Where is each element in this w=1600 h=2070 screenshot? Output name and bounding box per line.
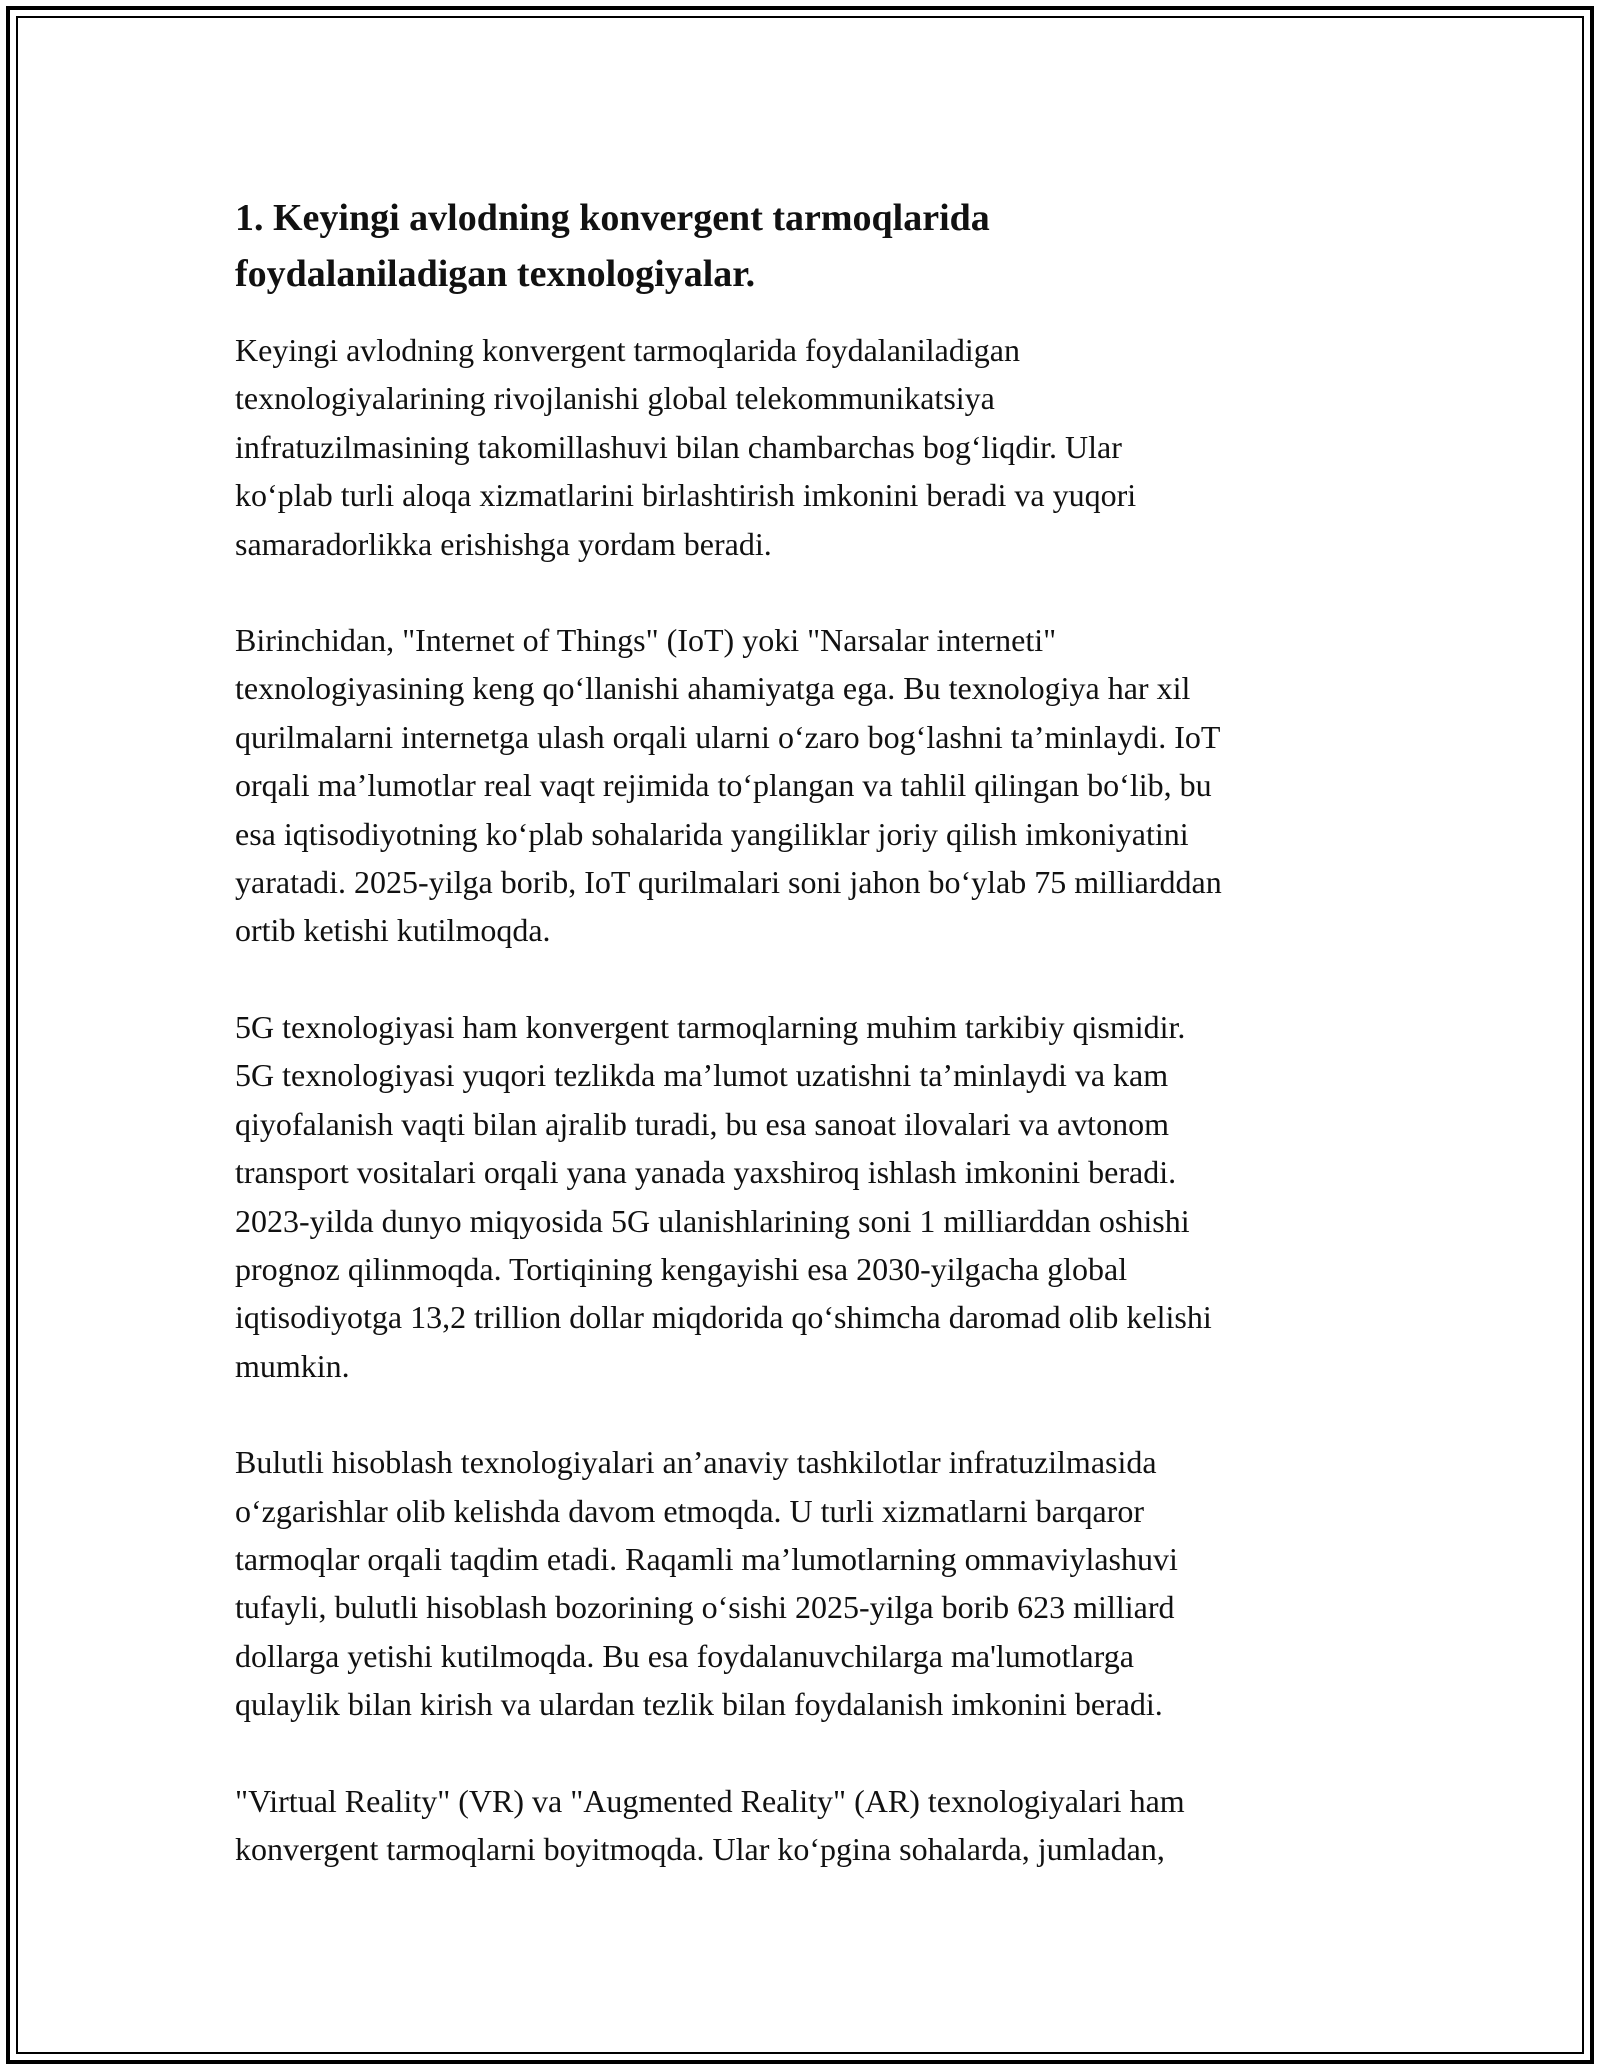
text-line: Keyingi avlodning konvergent tarmoqlarida foydalaniladigan xyxy=(235,332,1020,368)
text-line: orqali maʼlumotlar real vaqt rejimida toʻplangan va tahlil qilingan boʻlib, bu xyxy=(235,767,1212,804)
text-line: mumkin. xyxy=(235,1347,350,1384)
text-line: 5G texnologiyasi yuqori tezlikda maʼlumot uzatishni taʼminlaydi va kam xyxy=(235,1057,1169,1094)
section-heading xyxy=(235,190,1135,302)
text-line: koʻplab turli aloqa xizmatlarini birlashtirish imkonini beradi va yuqori xyxy=(235,477,1137,514)
text-line: infratuzilmasining takomillashuvi bilan chambarchas bogʻliqdir. Ular xyxy=(235,428,1122,465)
text-line: 2023-yilda dunyo miqyosida 5G ulanishlarining soni 1 milliarddan oshishi xyxy=(235,1202,1190,1239)
text-line: transport vositalari orqali yana yanada yaxshiroq ishlash imkonini beradi. xyxy=(235,1154,1177,1191)
text-line: esa iqtisodiyotning koʻplab sohalarida yangiliklar joriy qilish imkoniyatini xyxy=(235,815,1189,852)
text-line: tarmoqlar orqali taqdim etadi. Raqamli maʼlumotlarning ommaviylashuvi xyxy=(235,1540,1178,1577)
paragraph-intro xyxy=(235,326,1385,568)
text-line: qulaylik bilan kirish va ulardan tezlik bilan foydalanish imkonini beradi. xyxy=(235,1686,1163,1723)
paragraph-5g xyxy=(235,1003,1385,1390)
text-line: qiyofalanish vaqti bilan ajralib turadi, bu esa sanoat ilovalari va avtonom xyxy=(235,1105,1169,1142)
paragraph-cloud xyxy=(235,1438,1385,1728)
text-line: dollarga yetishi kutilmoqda. Bu esa foydalanuvchilarga ma'lumotlarga xyxy=(235,1637,1134,1674)
heading-line: 1. Keyingi avlodning konvergent tarmoqlarida xyxy=(235,197,990,239)
paragraph-vr-ar xyxy=(235,1777,1385,1874)
text-line: oʻzgarishlar olib kelishda davom etmoqda. U turli xizmatlarni barqaror xyxy=(235,1492,1145,1529)
text-line: prognoz qilinmoqda. Tortiqining kengayishi esa 2030-yilgacha global xyxy=(235,1250,1128,1287)
text-line: yaratadi. 2025-yilga borib, IoT qurilmalari soni jahon boʻylab 75 milliarddan xyxy=(235,864,1222,901)
text-line: 5G texnologiyasi ham konvergent tarmoqlarning muhim tarkibiy qismidir. xyxy=(235,1008,1186,1045)
text-line: konvergent tarmoqlarni boyitmoqda. Ular koʻpgina sohalarda, jumladan, xyxy=(235,1830,1165,1867)
text-line: iqtisodiyotga 13,2 trillion dollar miqdorida qoʻshimcha daromad olib kelishi xyxy=(235,1299,1212,1336)
text-line: Bulutli hisoblash texnologiyalari anʼanaviy tashkilotlar infratuzilmasida xyxy=(235,1444,1157,1481)
text-line: Birinchidan, "Internet of Things" (IoT) yoki "Narsalar interneti" xyxy=(235,622,1057,659)
heading-line: foydalaniladigan texnologiyalar. xyxy=(235,253,756,295)
text-line: texnologiyalarining rivojlanishi global telekommunikatsiya xyxy=(235,380,995,417)
text-line: texnologiyasining keng qoʻllanishi ahamiyatga ega. Bu texnologiya har xil xyxy=(235,670,1191,707)
text-line: tufayli, bulutli hisoblash bozorining oʻsishi 2025-yilga borib 623 milliard xyxy=(235,1589,1175,1626)
document-body xyxy=(235,190,1385,1921)
text-line: ortib ketishi kutilmoqda. xyxy=(235,912,551,949)
text-line: samaradorlikka erishishga yordam beradi. xyxy=(235,525,772,562)
text-line: qurilmalarni internetga ulash orqali ularni oʻzaro bogʻlashni taʼminlaydi. IoT xyxy=(235,718,1221,755)
text-line: "Virtual Reality" (VR) va "Augmented Reality" (AR) texnologiyalari ham xyxy=(235,1782,1185,1819)
paragraph-iot xyxy=(235,616,1385,955)
